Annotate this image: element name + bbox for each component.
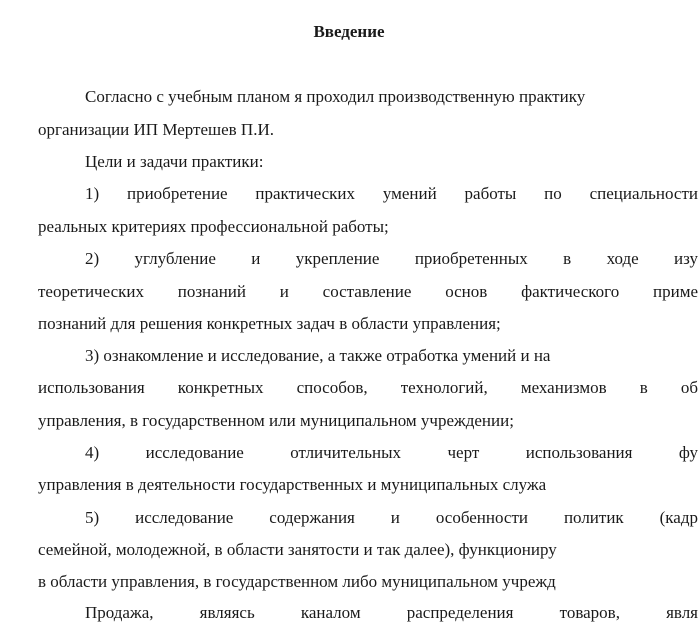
text-line: 1) приобретение практических умений работы по специальности	[85, 184, 698, 203]
text-line: семейной, молодежной, в области занятости и так далее), функциониру	[38, 540, 557, 559]
text-line: 5) исследование содержания и особенности политик (кадр	[85, 508, 698, 527]
text-line: 4) исследование отличительных черт использования фу	[85, 443, 698, 462]
text-line: Цели и задачи практики:	[85, 152, 264, 171]
text-line: использования конкретных способов, технологий, механизмов в об	[38, 378, 698, 397]
text-line: организации ИП Мертешев П.И.	[38, 120, 274, 139]
text-line: управления, в государственном или муниципальном учреждении;	[38, 411, 514, 430]
text-line: управления в деятельности государственных и муниципальных служа	[38, 475, 547, 494]
text-line: познаний для решения конкретных задач в области управления;	[38, 314, 501, 333]
text-line: теоретических познаний и составление основ фактического приме	[38, 282, 698, 301]
text-line: 2) углубление и укрепление приобретенных в ходе изу	[85, 249, 698, 268]
text-line: реальных критериях профессиональной работы;	[38, 217, 389, 236]
text-line: Продажа, являясь каналом распределения товаров, явля	[85, 603, 698, 622]
text-line: Согласно с учебным планом я проходил производственную практику	[85, 87, 586, 106]
text-line: в области управления, в государственном либо муниципальном учрежд	[38, 572, 556, 591]
text-line: 3) ознакомление и исследование, а также отработка умений и на	[85, 346, 551, 365]
page-title: Введение	[313, 22, 385, 41]
